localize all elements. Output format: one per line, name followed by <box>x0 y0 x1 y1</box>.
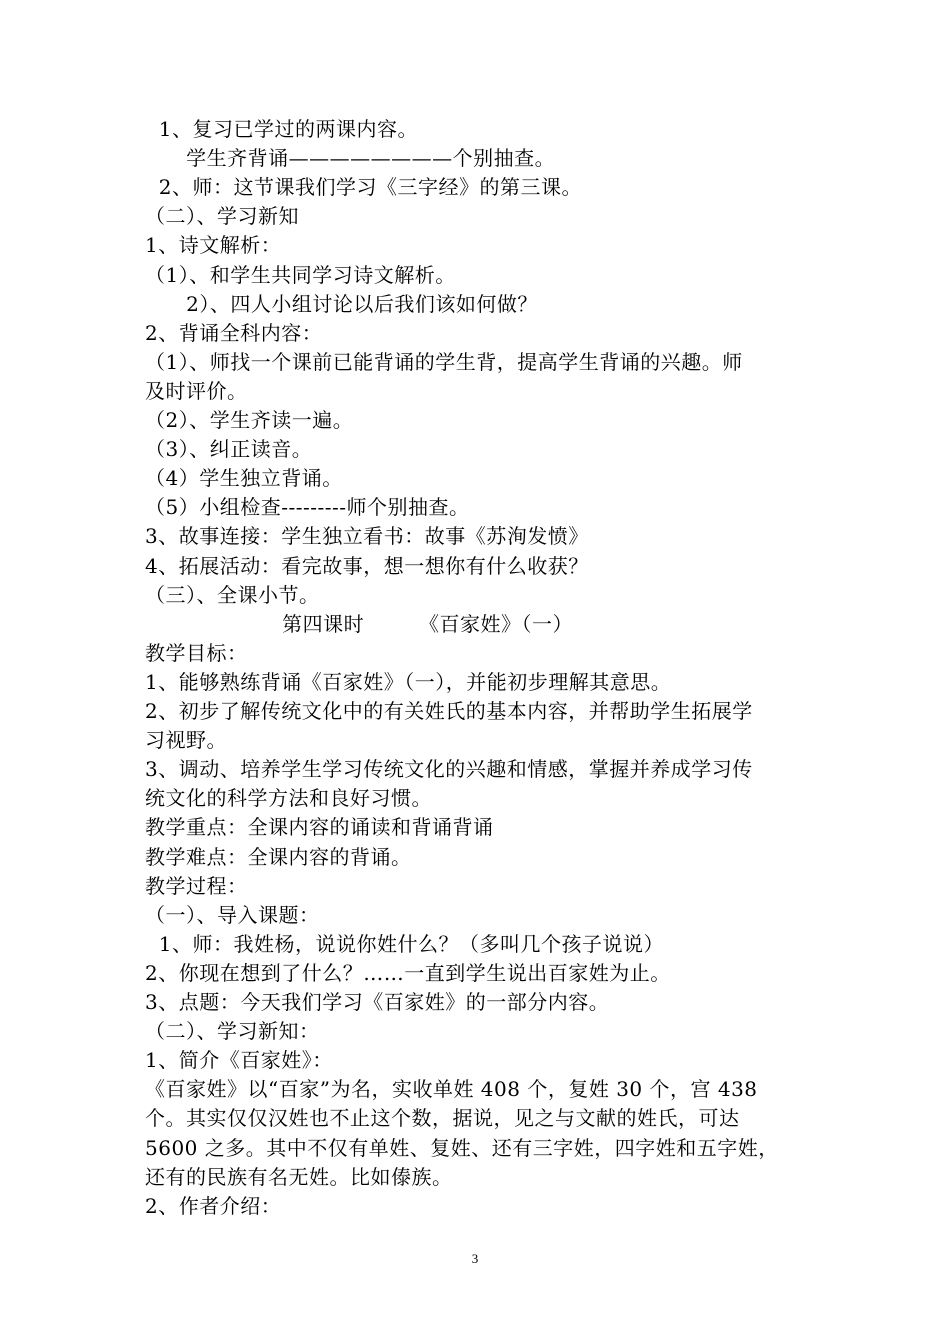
text-line: 1、能够熟练背诵《百家姓》（一），并能初步理解其意思。 <box>145 669 672 694</box>
text-line: 2）、四人小组讨论以后我们该如何做？ <box>145 291 538 316</box>
text-line: 2、初步了解传统文化中的有关姓氏的基本内容，并帮助学生拓展学 <box>145 699 753 723</box>
text-line: 学生齐背诵————————个别抽查。 <box>145 146 556 171</box>
text-line: 1、师：我姓杨，说说你姓什么？（多叫几个孩子说说） <box>145 931 664 956</box>
text-line: （二）、学习新知： <box>145 1019 320 1044</box>
text-line: （一）、导入课题： <box>145 902 320 927</box>
text-line: （3）、纠正读音。 <box>145 437 313 462</box>
text-line: 2、师：这节课我们学习《三字经》的第三课。 <box>145 175 582 200</box>
text-line: （1）、师找一个课前已能背诵的学生背，提高学生背诵的兴趣。师 <box>145 349 743 374</box>
text-line: 及时评价。 <box>145 378 248 403</box>
text-line: （三）、全课小节。 <box>145 582 320 607</box>
text-line: （4）学生独立背诵。 <box>145 466 343 491</box>
text-line: 个。其实仅仅汉姓也不止这个数，据说，见之与文献的姓氏，可达 <box>145 1106 740 1131</box>
text-line: （5）小组检查---------师个别抽查。 <box>145 495 470 520</box>
text-line: 2、你现在想到了什么？……一直到学生说出百家姓为止。 <box>145 960 671 985</box>
text-line: 2、背诵全科内容： <box>145 320 323 345</box>
text-line: 1、复习已学过的两课内容。 <box>145 117 418 141</box>
text-line: （1）、和学生共同学习诗文解析。 <box>145 262 456 287</box>
text-line: 还有的民族有名无姓。比如傣族。 <box>145 1164 453 1189</box>
text-line: 习视野。 <box>145 728 227 753</box>
text-line: 3、调动、培养学生学习传统文化的兴趣和情感，掌握并养成学习传 <box>145 757 753 782</box>
text-line: 4、拓展活动：看完故事，想一想你有什么收获？ <box>145 553 589 578</box>
text-line: 3、故事连接：学生独立看书：故事《苏洵发愤》 <box>145 524 589 549</box>
text-line: 1、简介《百家姓》： <box>145 1048 333 1073</box>
page-number: 3 <box>471 1251 479 1266</box>
text-line: 教学过程： <box>145 873 248 898</box>
text-line: 1、诗文解析： <box>145 233 282 258</box>
text-line: 3、点题：今天我们学习《百家姓》的一部分内容。 <box>145 990 610 1014</box>
text-line: 教学重点：全课内容的诵读和背诵背诵 <box>145 815 494 840</box>
text-line: 教学目标： <box>145 640 248 665</box>
text-line: 2、作者介绍： <box>145 1193 282 1218</box>
text-line: （二）、学习新知 <box>145 204 299 229</box>
text-line: 统文化的科学方法和良好习惯。 <box>145 786 432 811</box>
text-line: 第四课时 《百家姓》（一） <box>145 611 574 636</box>
text-line: 教学难点：全课内容的背诵。 <box>145 844 412 869</box>
text-line: （2）、学生齐读一遍。 <box>145 408 354 432</box>
text-line: 《百家姓》以“百家”为名，实收单姓 408 个，复姓 30 个，宫 438 <box>145 1077 758 1102</box>
text-line: 5600 之多。其中不仅有单姓、复姓、还有三字姓，四字姓和五字姓， <box>145 1135 779 1160</box>
